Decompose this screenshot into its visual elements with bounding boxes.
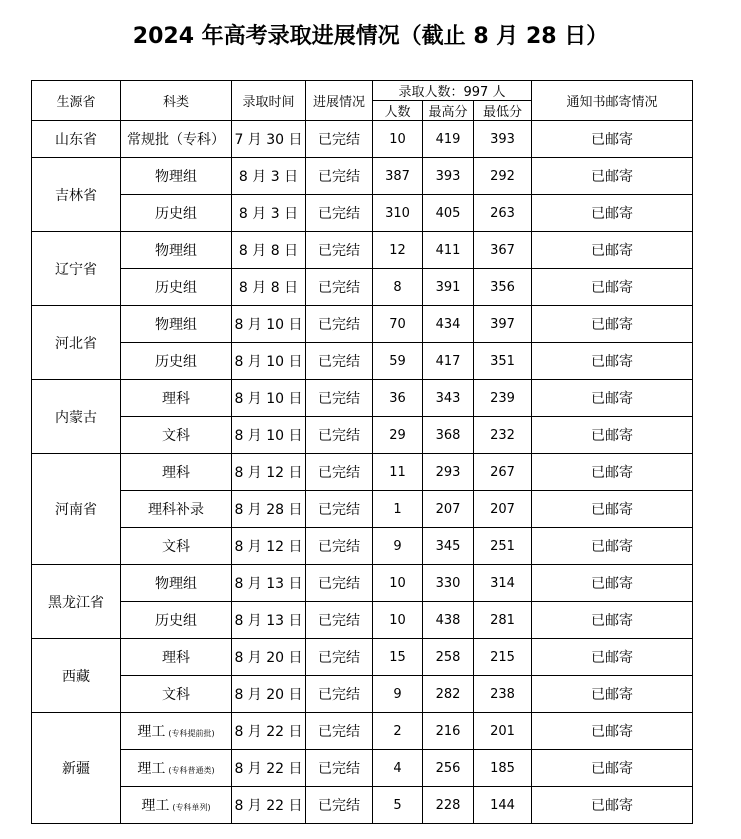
max-score-cell: 282 xyxy=(423,676,474,713)
notice-cell: 已邮寄 xyxy=(532,380,693,417)
max-score-cell: 293 xyxy=(423,454,474,491)
notice-cell: 已邮寄 xyxy=(532,158,693,195)
min-score-cell: 239 xyxy=(474,380,532,417)
header-admitted-total: 录取人数：997 人 xyxy=(373,81,532,101)
category-cell xyxy=(121,713,232,750)
time-cell: 8 月 3 日 xyxy=(232,195,306,232)
notice-cell: 已邮寄 xyxy=(532,417,693,454)
notice-cell: 已邮寄 xyxy=(532,343,693,380)
min-score-cell: 292 xyxy=(474,158,532,195)
category-cell: 历史组 xyxy=(121,343,232,380)
header-min-score: 最低分 xyxy=(474,101,532,121)
max-score-cell: 330 xyxy=(423,565,474,602)
progress-cell: 已完结 xyxy=(306,787,373,824)
category-label: 理工 xyxy=(137,761,166,777)
progress-cell: 已完结 xyxy=(306,528,373,565)
max-score-cell: 216 xyxy=(423,713,474,750)
time-cell: 8 月 22 日 xyxy=(232,713,306,750)
progress-cell: 已完结 xyxy=(306,343,373,380)
header-category: 科类 xyxy=(121,81,232,121)
count-cell: 2 xyxy=(373,713,423,750)
category-cell: 理科补录 xyxy=(121,491,232,528)
category-cell xyxy=(121,787,232,824)
notice-cell: 已邮寄 xyxy=(532,565,693,602)
category-label: 理工 xyxy=(137,724,166,740)
max-score-cell: 228 xyxy=(423,787,474,824)
progress-cell: 已完结 xyxy=(306,269,373,306)
table-row xyxy=(32,343,693,380)
min-score-cell: 144 xyxy=(474,787,532,824)
count-cell: 5 xyxy=(373,787,423,824)
notice-cell: 已邮寄 xyxy=(532,232,693,269)
table-row xyxy=(32,491,693,528)
max-score-cell: 419 xyxy=(423,121,474,158)
category-cell: 文科 xyxy=(121,417,232,454)
notice-cell: 已邮寄 xyxy=(532,750,693,787)
category-cell: 理科 xyxy=(121,454,232,491)
progress-cell: 已完结 xyxy=(306,380,373,417)
count-cell: 29 xyxy=(373,417,423,454)
time-cell: 8 月 12 日 xyxy=(232,528,306,565)
header-max-score: 最高分 xyxy=(423,101,474,121)
category-cell: 物理组 xyxy=(121,306,232,343)
notice-cell: 已邮寄 xyxy=(532,713,693,750)
count-cell: 387 xyxy=(373,158,423,195)
count-cell: 59 xyxy=(373,343,423,380)
category-cell: 历史组 xyxy=(121,195,232,232)
min-score-cell: 351 xyxy=(474,343,532,380)
notice-cell: 已邮寄 xyxy=(532,602,693,639)
progress-cell: 已完结 xyxy=(306,491,373,528)
min-score-cell: 367 xyxy=(474,232,532,269)
table-row xyxy=(32,528,693,565)
count-cell: 9 xyxy=(373,528,423,565)
table-row xyxy=(32,269,693,306)
notice-cell: 已邮寄 xyxy=(532,639,693,676)
max-score-cell: 434 xyxy=(423,306,474,343)
count-cell: 4 xyxy=(373,750,423,787)
header-count: 人数 xyxy=(373,101,423,121)
time-cell: 8 月 8 日 xyxy=(232,269,306,306)
progress-cell: 已完结 xyxy=(306,306,373,343)
province-cell: 吉林省 xyxy=(32,158,121,232)
table-row xyxy=(32,306,693,343)
min-score-cell: 267 xyxy=(474,454,532,491)
page-title: 2024 年高考录取进展情况（截止 8 月 28 日） xyxy=(132,24,609,49)
max-score-cell: 345 xyxy=(423,528,474,565)
time-cell: 8 月 10 日 xyxy=(232,306,306,343)
count-cell: 10 xyxy=(373,602,423,639)
province-cell: 内蒙古 xyxy=(32,380,121,454)
table-row xyxy=(32,232,693,269)
progress-cell: 已完结 xyxy=(306,713,373,750)
progress-cell: 已完结 xyxy=(306,417,373,454)
time-cell: 8 月 8 日 xyxy=(232,232,306,269)
table-row xyxy=(32,676,693,713)
max-score-cell: 391 xyxy=(423,269,474,306)
max-score-cell: 258 xyxy=(423,639,474,676)
min-score-cell: 201 xyxy=(474,713,532,750)
category-cell: 文科 xyxy=(121,676,232,713)
count-cell: 70 xyxy=(373,306,423,343)
max-score-cell: 256 xyxy=(423,750,474,787)
count-cell: 15 xyxy=(373,639,423,676)
table-row xyxy=(32,195,693,232)
max-score-cell: 368 xyxy=(423,417,474,454)
min-score-cell: 215 xyxy=(474,639,532,676)
notice-cell: 已邮寄 xyxy=(532,676,693,713)
notice-cell: 已邮寄 xyxy=(532,121,693,158)
table-row xyxy=(32,158,693,195)
table-row xyxy=(32,121,693,158)
min-score-cell: 238 xyxy=(474,676,532,713)
notice-cell: 已邮寄 xyxy=(532,454,693,491)
header-progress: 进展情况 xyxy=(306,81,373,121)
progress-cell: 已完结 xyxy=(306,676,373,713)
time-cell: 8 月 22 日 xyxy=(232,750,306,787)
count-cell: 11 xyxy=(373,454,423,491)
count-cell: 8 xyxy=(373,269,423,306)
category-cell: 理科 xyxy=(121,639,232,676)
table-row xyxy=(32,713,693,750)
province-cell: 新疆 xyxy=(32,713,121,824)
table-row xyxy=(32,417,693,454)
category-cell: 物理组 xyxy=(121,158,232,195)
category-note: (专科提前批) xyxy=(168,729,215,738)
category-note: (专科普通类) xyxy=(168,766,215,775)
province-cell: 河南省 xyxy=(32,454,121,565)
min-score-cell: 263 xyxy=(474,195,532,232)
table-row xyxy=(32,602,693,639)
admission-table xyxy=(31,80,693,824)
max-score-cell: 417 xyxy=(423,343,474,380)
time-cell: 8 月 10 日 xyxy=(232,417,306,454)
table-row xyxy=(32,565,693,602)
notice-cell: 已邮寄 xyxy=(532,787,693,824)
time-cell: 8 月 22 日 xyxy=(232,787,306,824)
progress-cell: 已完结 xyxy=(306,121,373,158)
max-score-cell: 393 xyxy=(423,158,474,195)
progress-cell: 已完结 xyxy=(306,195,373,232)
count-cell: 1 xyxy=(373,491,423,528)
count-cell: 9 xyxy=(373,676,423,713)
progress-cell: 已完结 xyxy=(306,158,373,195)
progress-cell: 已完结 xyxy=(306,639,373,676)
category-cell: 理科 xyxy=(121,380,232,417)
time-cell: 8 月 13 日 xyxy=(232,602,306,639)
category-cell: 常规批（专科） xyxy=(121,121,232,158)
header-province: 生源省 xyxy=(32,81,121,121)
progress-cell: 已完结 xyxy=(306,750,373,787)
table-row xyxy=(32,380,693,417)
min-score-cell: 281 xyxy=(474,602,532,639)
category-note: (专科单列) xyxy=(172,803,211,812)
min-score-cell: 314 xyxy=(474,565,532,602)
table-row xyxy=(32,787,693,824)
max-score-cell: 207 xyxy=(423,491,474,528)
province-cell: 黑龙江省 xyxy=(32,565,121,639)
table-row xyxy=(32,639,693,676)
category-cell: 物理组 xyxy=(121,232,232,269)
category-cell xyxy=(121,750,232,787)
notice-cell: 已邮寄 xyxy=(532,528,693,565)
min-score-cell: 356 xyxy=(474,269,532,306)
count-cell: 10 xyxy=(373,121,423,158)
province-cell: 西藏 xyxy=(32,639,121,713)
min-score-cell: 393 xyxy=(474,121,532,158)
progress-cell: 已完结 xyxy=(306,565,373,602)
category-label: 理工 xyxy=(141,798,170,814)
min-score-cell: 397 xyxy=(474,306,532,343)
count-cell: 310 xyxy=(373,195,423,232)
min-score-cell: 251 xyxy=(474,528,532,565)
min-score-cell: 207 xyxy=(474,491,532,528)
max-score-cell: 438 xyxy=(423,602,474,639)
time-cell: 8 月 13 日 xyxy=(232,565,306,602)
table-body xyxy=(32,121,693,824)
time-cell: 8 月 3 日 xyxy=(232,158,306,195)
count-cell: 36 xyxy=(373,380,423,417)
count-cell: 12 xyxy=(373,232,423,269)
time-cell: 8 月 20 日 xyxy=(232,639,306,676)
time-cell: 7 月 30 日 xyxy=(232,121,306,158)
header-notice: 通知书邮寄情况 xyxy=(532,81,693,121)
category-cell: 历史组 xyxy=(121,269,232,306)
max-score-cell: 411 xyxy=(423,232,474,269)
province-cell: 河北省 xyxy=(32,306,121,380)
count-cell: 10 xyxy=(373,565,423,602)
category-cell: 文科 xyxy=(121,528,232,565)
notice-cell: 已邮寄 xyxy=(532,306,693,343)
min-score-cell: 185 xyxy=(474,750,532,787)
notice-cell: 已邮寄 xyxy=(532,195,693,232)
table-row xyxy=(32,750,693,787)
time-cell: 8 月 10 日 xyxy=(232,380,306,417)
progress-cell: 已完结 xyxy=(306,602,373,639)
progress-cell: 已完结 xyxy=(306,232,373,269)
progress-cell: 已完结 xyxy=(306,454,373,491)
notice-cell: 已邮寄 xyxy=(532,491,693,528)
max-score-cell: 343 xyxy=(423,380,474,417)
table-row xyxy=(32,454,693,491)
time-cell: 8 月 20 日 xyxy=(232,676,306,713)
province-cell: 山东省 xyxy=(32,121,121,158)
time-cell: 8 月 12 日 xyxy=(232,454,306,491)
category-cell: 历史组 xyxy=(121,602,232,639)
time-cell: 8 月 10 日 xyxy=(232,343,306,380)
max-score-cell: 405 xyxy=(423,195,474,232)
min-score-cell: 232 xyxy=(474,417,532,454)
header-time: 录取时间 xyxy=(232,81,306,121)
notice-cell: 已邮寄 xyxy=(532,269,693,306)
province-cell: 辽宁省 xyxy=(32,232,121,306)
category-cell: 物理组 xyxy=(121,565,232,602)
time-cell: 8 月 28 日 xyxy=(232,491,306,528)
